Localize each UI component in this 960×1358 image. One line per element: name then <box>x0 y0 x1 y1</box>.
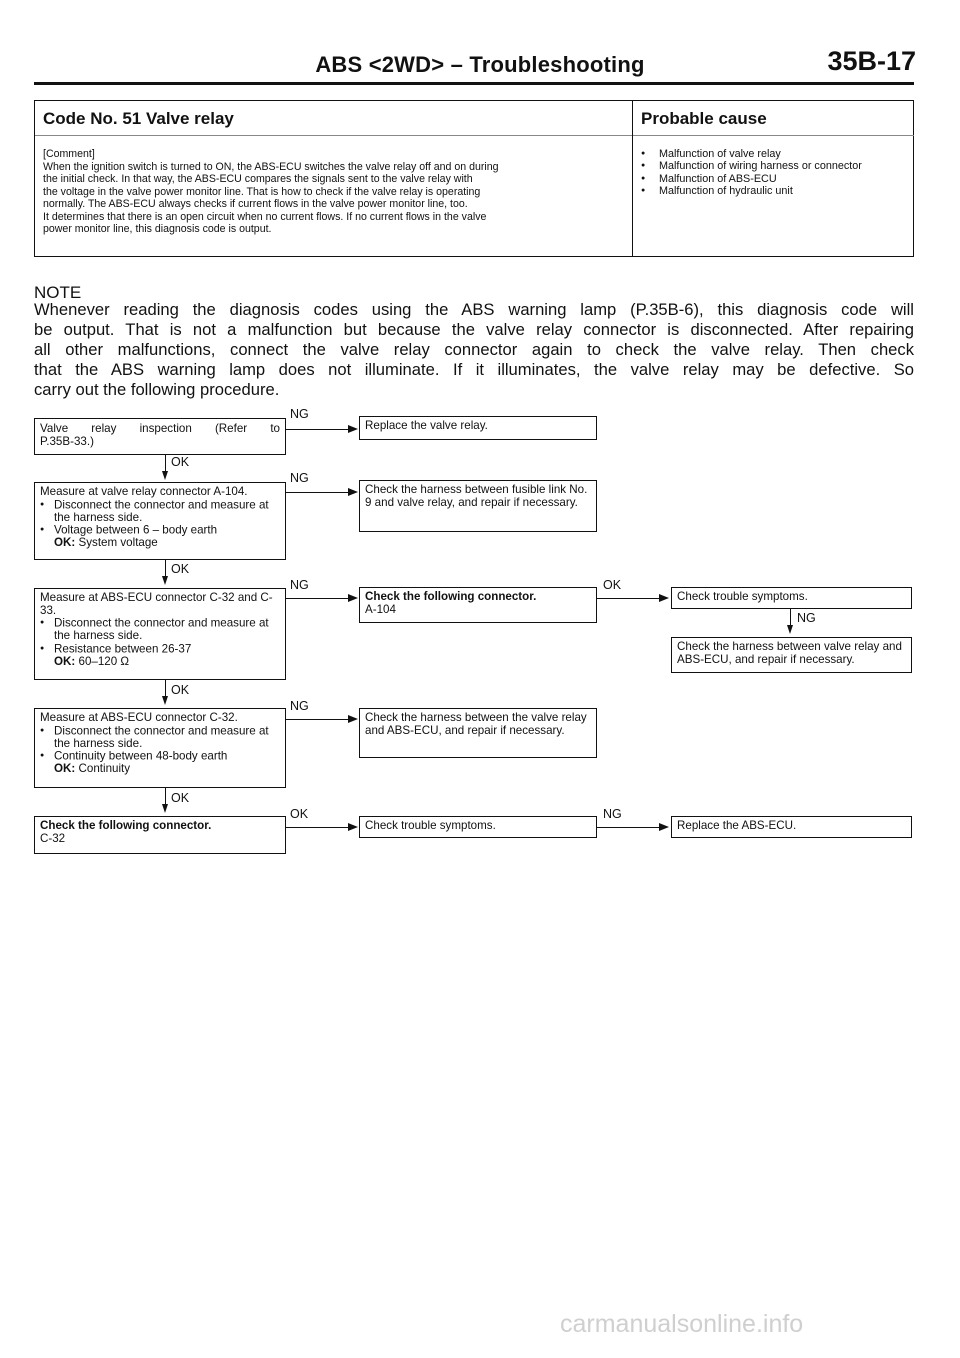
step5-ok-ng-connector <box>597 827 659 828</box>
step3-ok-label: OK <box>171 683 190 697</box>
step3-ok-connector <box>165 680 166 696</box>
note-line: Whenever reading the diagnosis codes using the ABS warning lamp (P.35B-6), this diagnosis code will <box>34 300 914 319</box>
note-body <box>34 300 914 400</box>
step2-ok-arrow <box>162 576 168 585</box>
step2-ok-value: System voltage <box>78 536 158 550</box>
step2-ng-connector <box>286 492 348 493</box>
header-rule <box>34 82 914 85</box>
step3-bullets <box>40 617 280 656</box>
step3-ng-title: Check the following connector. <box>365 590 537 603</box>
cause-item: ● Malfunction of valve relay <box>641 148 914 160</box>
step1-ok-label: OK <box>171 455 190 469</box>
step3-ng-connector <box>286 598 348 599</box>
comment-line: normally. The ABS-ECU always checks if current flows in the valve power monitor line, too. <box>43 198 468 210</box>
watermark: carmanualsonline.info <box>560 1310 804 1338</box>
step3-ng-sub: A-104 <box>365 602 396 616</box>
note-line: that the ABS warning lamp does not illuminate. If it illuminates, the valve relay may be defective. So <box>34 360 914 379</box>
note-heading: NOTE <box>34 283 82 302</box>
symptoms-ng-label: NG <box>797 611 816 625</box>
step3-check-harness-valve-relay-abs-ecu: Check the harness between valve relay and ABS-ECU, and repair if necessary. <box>671 637 912 673</box>
step3-ok-arrow <box>162 696 168 705</box>
step1-line: Valve relay inspection (Refer to <box>40 422 280 435</box>
step3-ng-ok-arrow <box>659 594 669 602</box>
step4-ok-label: OK <box>171 791 190 805</box>
step2-ok-connector <box>165 560 166 576</box>
comment-text <box>35 136 632 236</box>
page-number: 35B-17 <box>827 46 916 76</box>
step3-check-trouble-symptoms: Check trouble symptoms. <box>671 587 912 609</box>
step2-ok-label: OK: <box>54 536 76 550</box>
step1-line: P.35B-33.) <box>40 434 94 448</box>
step5-sub: C-32 <box>40 831 66 845</box>
step5-ok-ng-label: NG <box>603 807 622 821</box>
step2-ng-label: NG <box>290 471 309 485</box>
step5-ok-connector <box>286 827 348 828</box>
step4-ng-connector <box>286 719 348 720</box>
step3-bullet: ● Resistance between 26-37 <box>40 643 280 656</box>
step4-ng-arrow <box>348 715 358 723</box>
step1-ng-arrow <box>348 425 358 433</box>
step2-ng-arrow <box>348 488 358 496</box>
cause-item: ● Malfunction of hydraulic unit <box>641 185 914 197</box>
step4-bullet: ● Disconnect the connector and measure at the harness side. <box>40 725 280 751</box>
step1-ng-label: NG <box>290 407 309 421</box>
step3-ng-ok-label: OK <box>603 578 622 592</box>
step5-ok-ng-arrow <box>659 823 669 831</box>
step3-measure-abs-ecu-connector <box>34 588 286 680</box>
step1-ng-connector <box>286 429 348 430</box>
step2-ng-check-harness-fusible-link: Check the harness between fusible link No. 9 and valve relay, and repair if necessary. <box>359 480 597 532</box>
page-title: ABS <2WD> – Troubleshooting <box>315 52 645 77</box>
comment-line: It determines that there is an open circuit when no current flows. If no current flows in the valve <box>43 210 487 223</box>
comment-line: When the ignition switch is turned to ON, the ABS-ECU switches the valve relay off and on during <box>43 160 499 173</box>
cause-item: ● Malfunction of wiring harness or connector <box>641 160 914 172</box>
step4-ng-label: NG <box>290 699 309 713</box>
cause-list <box>633 136 914 197</box>
comment-line: power monitor line, this diagnosis code is output. <box>43 223 272 235</box>
step3-bullet: ● Disconnect the connector and measure at the harness side. <box>40 617 280 643</box>
step3-ng-label: NG <box>290 578 309 592</box>
step4-ng-check-harness-valve-relay: Check the harness between the valve relay and ABS-ECU, and repair if necessary. <box>359 708 597 758</box>
step3-title: Measure at ABS-ECU connector C-32 and C-33. <box>40 591 273 617</box>
step4-measure-abs-ecu-c32 <box>34 708 286 788</box>
step3-ok-label: OK: <box>54 654 76 668</box>
symptoms-ng-arrow <box>787 625 793 634</box>
step2-bullet: ● Disconnect the connector and measure at the harness side. <box>40 499 280 525</box>
step3-ng-check-connector-a104 <box>359 587 597 623</box>
note-line: be output. That is not a malfunction but because the valve relay connector is disconnected. After repairing <box>34 320 914 339</box>
step1-ng-replace-valve-relay: Replace the valve relay. <box>359 416 597 440</box>
step1-valve-relay-inspection <box>34 418 286 455</box>
cause-column <box>633 101 914 256</box>
step2-title: Measure at valve relay connector A-104. <box>40 485 248 498</box>
cause-item: ● Malfunction of ABS-ECU <box>641 173 914 185</box>
code-heading: Code No. 51 Valve relay <box>35 101 632 136</box>
step4-ok-value: Continuity <box>78 762 131 776</box>
step4-bullets <box>40 725 280 764</box>
step4-ok-connector <box>165 788 166 804</box>
step4-bullet: ● Continuity between 48-body earth <box>40 750 280 763</box>
step5-ok-arrow <box>348 823 358 831</box>
step2-ok-label: OK <box>171 562 190 576</box>
step3-ok-value: 60–120 Ω <box>78 654 130 668</box>
code-table <box>34 100 914 257</box>
note-line: all other malfunctions, connect the valve relay connector again to check the valve relay. Then check <box>34 340 914 359</box>
comment-line: the voltage in the valve power monitor line. That is how to check if the valve relay is operating <box>43 185 481 198</box>
comment-line: the initial check. In that way, the ABS-ECU compares the signals sent to the valve relay with <box>43 173 473 185</box>
symptoms-ng-connector <box>790 609 791 625</box>
step3-ng-arrow <box>348 594 358 602</box>
step2-measure-valve-relay-connector <box>34 482 286 560</box>
step1-ok-connector <box>165 455 166 471</box>
step5-title: Check the following connector. <box>40 819 212 832</box>
note-line: carry out the following procedure. <box>34 380 280 399</box>
step3-ng-ok-connector <box>597 598 659 599</box>
step4-ok-label: OK: <box>54 762 76 776</box>
step5-replace-abs-ecu: Replace the ABS-ECU. <box>671 816 912 838</box>
step4-ok-arrow <box>162 804 168 813</box>
step1-ok-arrow <box>162 471 168 480</box>
comment-column <box>35 101 633 256</box>
cause-heading: Probable cause <box>633 101 914 136</box>
step5-check-connector-c32 <box>34 816 286 854</box>
step5-ok-label: OK <box>290 807 309 821</box>
step2-bullets <box>40 499 280 538</box>
step5-check-trouble-symptoms: Check trouble symptoms. <box>359 816 597 838</box>
step2-bullet: ● Voltage between 6 – body earth <box>40 524 280 537</box>
comment-line: [Comment] <box>43 148 95 160</box>
step4-title: Measure at ABS-ECU connector C-32. <box>40 711 238 724</box>
